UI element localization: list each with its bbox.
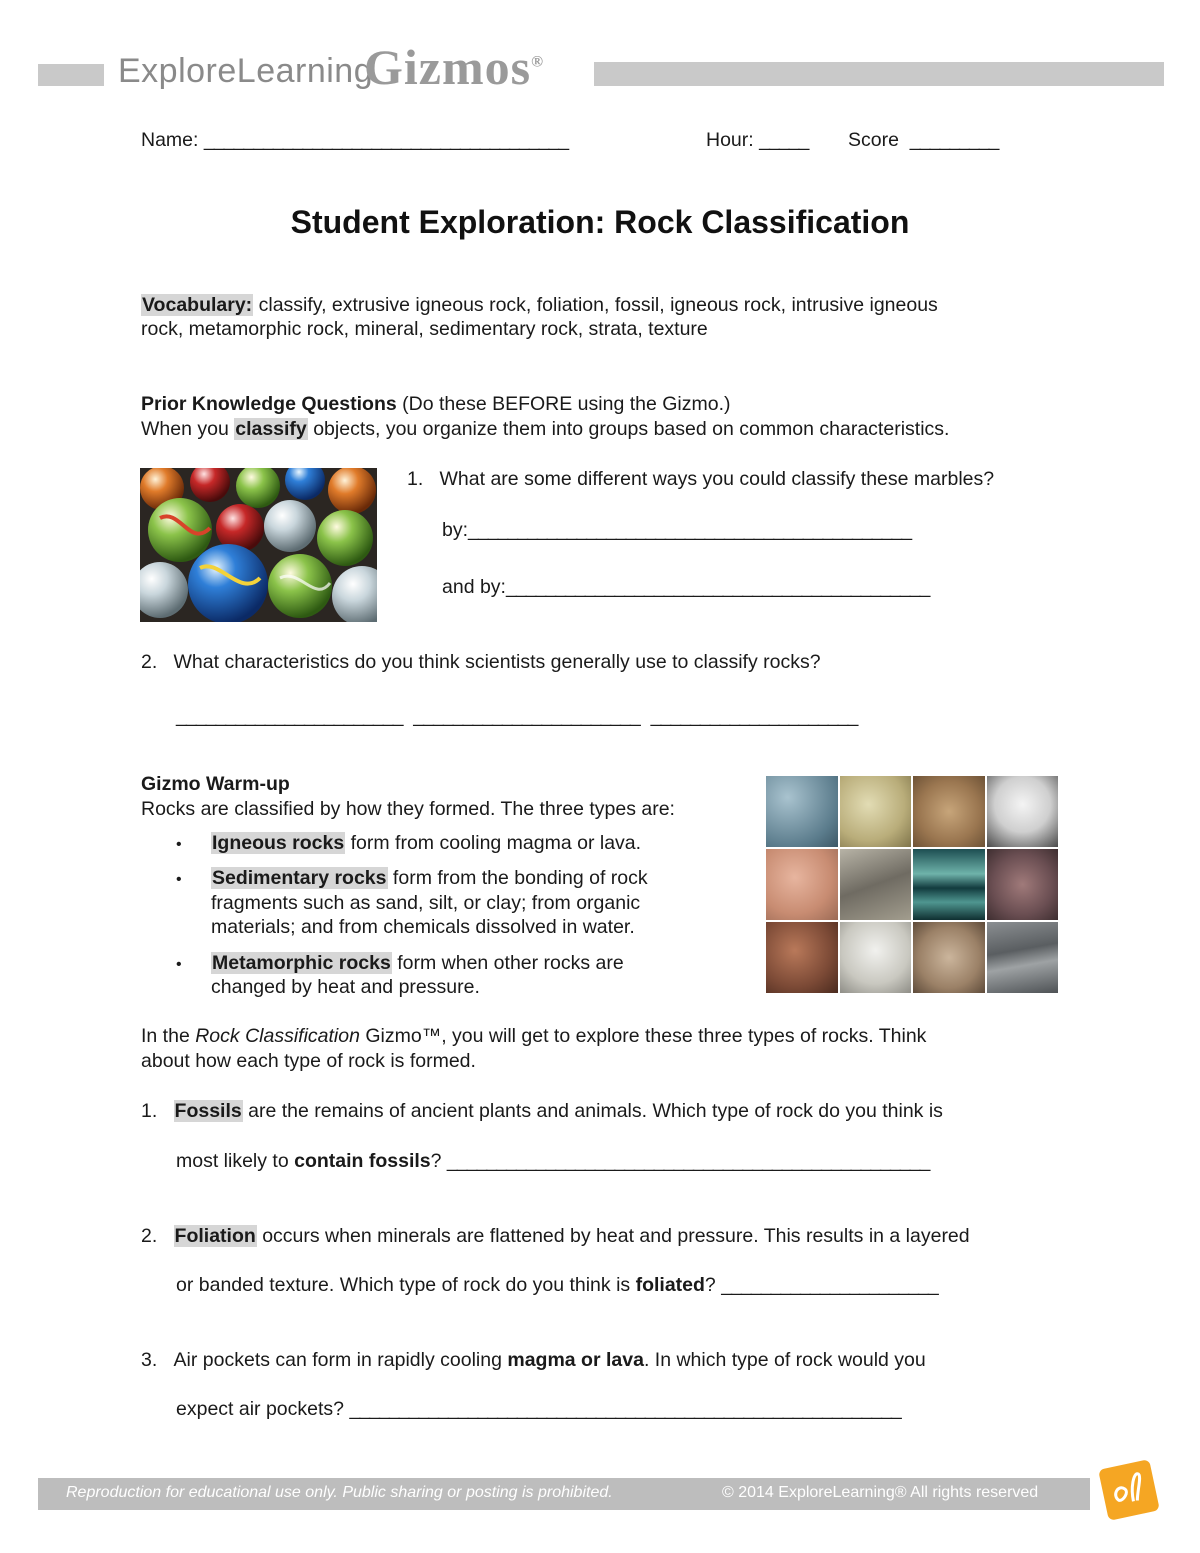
rock-sample bbox=[766, 922, 838, 993]
header-bar-left bbox=[38, 64, 104, 86]
fossils-answer-field[interactable]: _________________________________________________ bbox=[446, 1150, 930, 1172]
rock-sample bbox=[913, 849, 985, 920]
warmup-intro: Rocks are classified by how they formed. The three types are: bbox=[141, 798, 675, 820]
score-label: Score bbox=[848, 129, 899, 151]
characteristic-field-2[interactable]: _______________________ bbox=[413, 705, 640, 727]
rock-sample bbox=[840, 776, 912, 847]
rock-sample bbox=[987, 849, 1059, 920]
prior-heading-note: (Do these BEFORE using the Gizmo.) bbox=[396, 393, 731, 415]
footer-disclaimer: Reproduction for educational use only. Public sharing or posting is prohibited. bbox=[66, 1484, 613, 1501]
warmup-q1-line2: most likely to contain fossils? _________________________________________________ bbox=[176, 1150, 930, 1172]
name-line bbox=[141, 128, 568, 152]
page-title: Student Exploration: Rock Classification bbox=[290, 204, 910, 240]
bullet-igneous bbox=[176, 831, 182, 857]
hour-field[interactable]: _____ bbox=[759, 129, 809, 151]
bullet-sedimentary bbox=[176, 866, 182, 892]
prior-q1-by: by:_____________________________________________ bbox=[442, 519, 912, 541]
warmup-heading: Gizmo Warm-up bbox=[141, 773, 290, 795]
vocabulary-line-1 bbox=[141, 293, 938, 317]
metamorphic-text-2: changed by heat and pressure. bbox=[211, 976, 480, 998]
metamorphic-term: Metamorphic rocks bbox=[212, 952, 391, 974]
prior-q1: 1. What are some different ways you could classify these marbles? bbox=[407, 468, 995, 490]
warmup-paragraph-1: In the Rock Classification Gizmo™, you will get to explore these three types of rocks. Think bbox=[141, 1025, 927, 1047]
footer-copyright: © 2014 ExploreLearning® All rights reserved bbox=[722, 1484, 1039, 1501]
score-line bbox=[848, 128, 998, 152]
prior-q2-answers bbox=[176, 704, 857, 728]
score-field[interactable]: _________ bbox=[909, 129, 999, 151]
rock-sample bbox=[987, 776, 1059, 847]
explorelearning-el-icon bbox=[1097, 1458, 1161, 1522]
sedimentary-term: Sedimentary rocks bbox=[212, 867, 387, 889]
warmup-paragraph-2: about how each type of rock is formed. bbox=[141, 1050, 476, 1072]
foliation-term: Foliation bbox=[174, 1225, 256, 1247]
bullet-icon: • bbox=[176, 956, 182, 973]
rock-sample bbox=[840, 922, 912, 993]
prior-intro: When you classify objects, you organize them into groups based on common characteristics. bbox=[141, 418, 950, 440]
warmup-q2-line2: or banded texture. Which type of rock do you think is foliated? ______________________ bbox=[176, 1274, 938, 1296]
metamorphic-text-1: Metamorphic rocks form when other rocks are bbox=[212, 952, 624, 974]
vocabulary-line-2: rock, metamorphic rock, mineral, sedimentary rock, strata, texture bbox=[141, 318, 708, 340]
sedimentary-text-2: fragments such as sand, silt, or clay; from organic bbox=[211, 892, 641, 914]
and-by-answer-field[interactable]: ___________________________________________ bbox=[505, 576, 930, 598]
header-bar-right bbox=[594, 62, 1164, 86]
gizmos-logo: Gizmos® bbox=[364, 39, 545, 95]
bullet-icon: • bbox=[176, 836, 182, 853]
fossils-term: Fossils bbox=[174, 1100, 242, 1122]
igneous-term: Igneous rocks bbox=[212, 832, 345, 854]
sedimentary-text-3: materials; and from chemicals dissolved in water. bbox=[211, 916, 635, 938]
rock-sample bbox=[913, 922, 985, 993]
characteristic-field-1[interactable]: _______________________ bbox=[176, 705, 403, 727]
hour-line bbox=[706, 128, 808, 152]
warmup-q1: 1. Fossils are the remains of ancient plants and animals. Which type of rock do you think is bbox=[141, 1100, 943, 1122]
vocabulary-text: classify, extrusive igneous rock, foliation, fossil, igneous rock, intrusive igneous bbox=[253, 294, 938, 316]
prior-q1-and-by: and by:___________________________________________ bbox=[442, 576, 930, 598]
rock-sample bbox=[766, 776, 838, 847]
warmup-q2: 2. Foliation occurs when minerals are flattened by heat and pressure. This results in a layered bbox=[141, 1225, 970, 1247]
name-field[interactable]: _____________________________________ bbox=[203, 129, 569, 151]
vocabulary-label: Vocabulary: bbox=[142, 294, 253, 316]
warmup-q3-line2: expect air pockets? ________________________________________________________ bbox=[176, 1398, 901, 1420]
bullet-icon: • bbox=[176, 871, 182, 888]
rock-samples-grid bbox=[766, 776, 1058, 993]
explorelearning-logo: ExploreLearning bbox=[118, 52, 374, 90]
prior-knowledge-heading bbox=[141, 392, 731, 416]
warmup-q3: 3. Air pockets can form in rapidly cooling magma or lava. In which type of rock would you bbox=[141, 1349, 926, 1371]
classify-term: classify bbox=[235, 418, 307, 440]
hour-label: Hour: bbox=[706, 129, 754, 151]
rock-sample bbox=[840, 849, 912, 920]
rock-sample bbox=[766, 849, 838, 920]
foliated-answer-field[interactable]: ______________________ bbox=[721, 1274, 938, 1296]
air-pockets-answer-field[interactable]: ________________________________________________________ bbox=[349, 1398, 901, 1420]
marbles-photo bbox=[140, 468, 377, 622]
sedimentary-text-1: Sedimentary rocks form from the bonding of rock bbox=[212, 867, 648, 889]
characteristic-field-3[interactable]: _____________________ bbox=[650, 705, 858, 727]
igneous-text: Igneous rocks form from cooling magma or lava. bbox=[212, 832, 642, 854]
rock-sample bbox=[987, 922, 1059, 993]
name-label: Name: bbox=[141, 129, 199, 151]
by-answer-field[interactable]: _____________________________________________ bbox=[468, 519, 912, 541]
prior-q2: 2. What characteristics do you think scientists generally use to classify rocks? bbox=[141, 651, 821, 673]
bullet-metamorphic bbox=[176, 951, 182, 977]
prior-heading-text: Prior Knowledge Questions bbox=[141, 393, 397, 415]
rock-sample bbox=[913, 776, 985, 847]
